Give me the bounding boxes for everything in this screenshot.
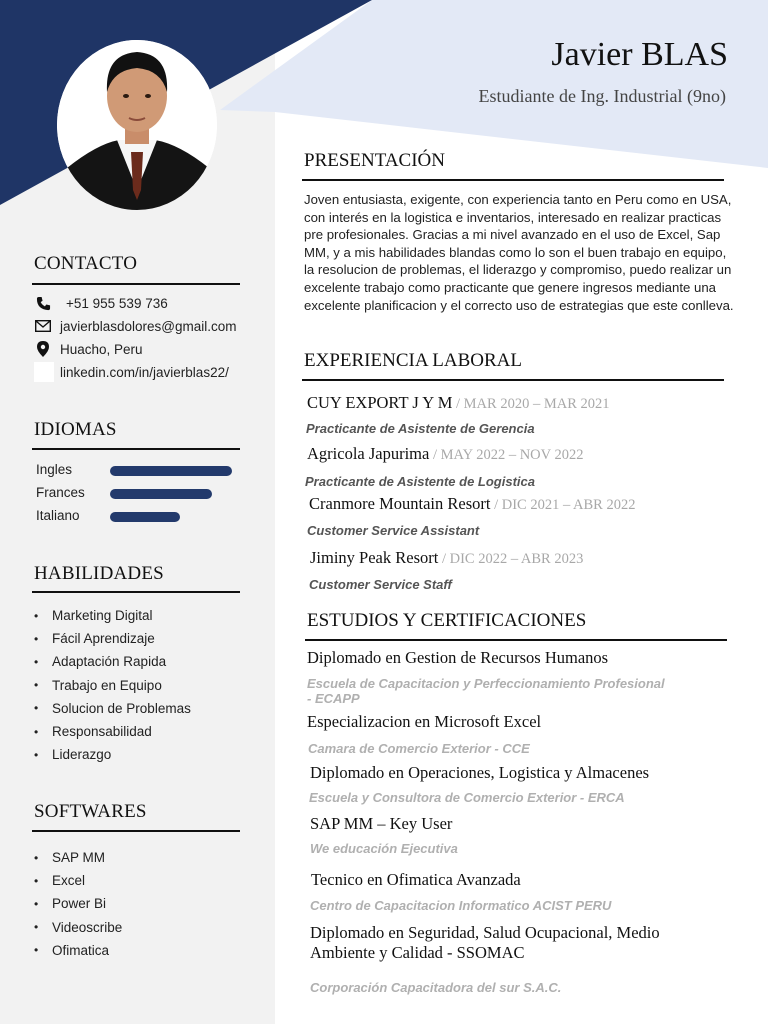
contact-location [34, 341, 143, 357]
job-dates: / DIC 2022 – ABR 2023 [438, 551, 584, 567]
presentation-heading: PRESENTACIÓN [304, 150, 445, 171]
contact-divider [32, 283, 240, 285]
language-name: Frances [36, 485, 85, 500]
phone-icon [34, 295, 52, 311]
job-role: Practicante de Asistente de Logistica [305, 474, 535, 489]
job-role: Customer Service Staff [309, 577, 452, 592]
course-title: Especializacion en Microsoft Excel [307, 712, 542, 731]
course-institution: Centro de Capacitacion Informatico ACIST PERU [310, 898, 612, 913]
job-role: Customer Service Assistant [307, 523, 480, 538]
location-pin-icon [34, 341, 52, 357]
contact-email[interactable] [34, 318, 237, 334]
job-company: Jiminy Peak Resort [310, 548, 439, 567]
contact-text: Huacho, Peru [60, 341, 143, 357]
language-name: Ingles [36, 462, 73, 477]
mail-icon [34, 318, 52, 334]
list-item: • SAP MM [34, 846, 122, 869]
job-title [307, 393, 610, 413]
contact-text: linkedin.com/in/javierblas22/ [60, 364, 229, 380]
job-title [309, 494, 635, 514]
list-item: • Adaptación Rapida [34, 650, 191, 673]
job-title [307, 444, 584, 464]
job-company: Cranmore Mountain Resort [309, 494, 491, 513]
candidate-title: Estudiante de Ing. Industrial (9no) [478, 86, 726, 106]
course-institution: Escuela de Capacitacion y Perfeccionamiento Profesional - ECAPP [307, 676, 665, 706]
course-institution: We educación Ejecutiva [310, 841, 458, 856]
software-list [34, 846, 122, 962]
education-divider [305, 639, 727, 641]
list-item: • Marketing Digital [34, 604, 191, 627]
contact-text: javierblasdolores@gmail.com [60, 318, 237, 334]
experience-divider [302, 379, 724, 381]
list-item: • Solucion de Problemas [34, 697, 191, 720]
contact-linkedin[interactable] [34, 362, 229, 382]
language-name: Italiano [36, 508, 80, 523]
presentation-divider [302, 179, 724, 181]
languages-heading: IDIOMAS [34, 419, 117, 440]
job-dates: / MAR 2020 – MAR 2021 [452, 396, 610, 412]
person-avatar-icon [57, 40, 217, 210]
skills-list [34, 604, 191, 766]
software-divider [32, 830, 240, 832]
skills-heading: HABILIDADES [34, 563, 164, 584]
profile-photo [57, 40, 217, 210]
course-title: Diplomado en Gestion de Recursos Humanos [307, 648, 609, 667]
list-item: • Responsabilidad [34, 720, 191, 743]
course-institution: Escuela y Consultora de Comercio Exterior - ERCA [309, 790, 625, 805]
list-item: • Ofimatica [34, 939, 122, 962]
list-item: • Excel [34, 869, 122, 892]
languages-divider [32, 448, 240, 450]
course-title: SAP MM – Key User [310, 814, 453, 833]
list-item: • Videoscribe [34, 916, 122, 939]
contact-text: +51 955 539 736 [66, 295, 168, 311]
job-dates: / DIC 2021 – ABR 2022 [490, 497, 636, 513]
language-level-bar [110, 466, 232, 476]
course-institution: Camara de Comercio Exterior - CCE [308, 741, 530, 756]
course-title: Diplomado en Seguridad, Salud Ocupacional, Medio Ambiente y Calidad - SSOMAC [310, 923, 660, 962]
education-heading: ESTUDIOS Y CERTIFICACIONES [307, 610, 587, 631]
list-item: • Trabajo en Equipo [34, 674, 191, 697]
linkedin-icon [34, 362, 54, 382]
contact-phone[interactable] [34, 295, 168, 311]
list-item: • Fácil Aprendizaje [34, 627, 191, 650]
contact-heading: CONTACTO [34, 253, 138, 274]
presentation-text: Joven entusiasta, exigente, con experiencia tanto en Peru como en USA, con interés en la logistica e inventarios, interesado en realizar practicas pre profesionales. Gracias a mi nivel avanzado en el uso de Excel, Sap MM, y a mis habilidades blandas como lo son el buen trabajo en equipo, la resolucion de problemas, el liderazgo y compromiso, puedo realizar un excelente trabajo como practicante que genere ingresos mediante una excelente planificacion y el correcto uso de estrategias que este conlleva. [304, 192, 734, 313]
list-item: • Power Bi [34, 892, 122, 915]
language-level-bar [110, 512, 180, 522]
job-role: Practicante de Asistente de Gerencia [306, 421, 535, 436]
course-title: Diplomado en Operaciones, Logistica y Almacenes [310, 763, 650, 782]
course-institution: Corporación Capacitadora del sur S.A.C. [310, 980, 562, 995]
software-heading: SOFTWARES [34, 801, 147, 822]
candidate-name: Javier BLAS [551, 36, 728, 73]
job-company: Agricola Japurima [307, 444, 430, 463]
skills-divider [32, 591, 240, 593]
job-dates: / MAY 2022 – NOV 2022 [429, 447, 584, 463]
job-company: CUY EXPORT J Y M [307, 393, 453, 412]
job-title [310, 548, 583, 568]
course-title: Tecnico en Ofimatica Avanzada [311, 870, 521, 889]
list-item: • Liderazgo [34, 743, 191, 766]
experience-heading: EXPERIENCIA LABORAL [304, 350, 522, 371]
language-level-bar [110, 489, 212, 499]
